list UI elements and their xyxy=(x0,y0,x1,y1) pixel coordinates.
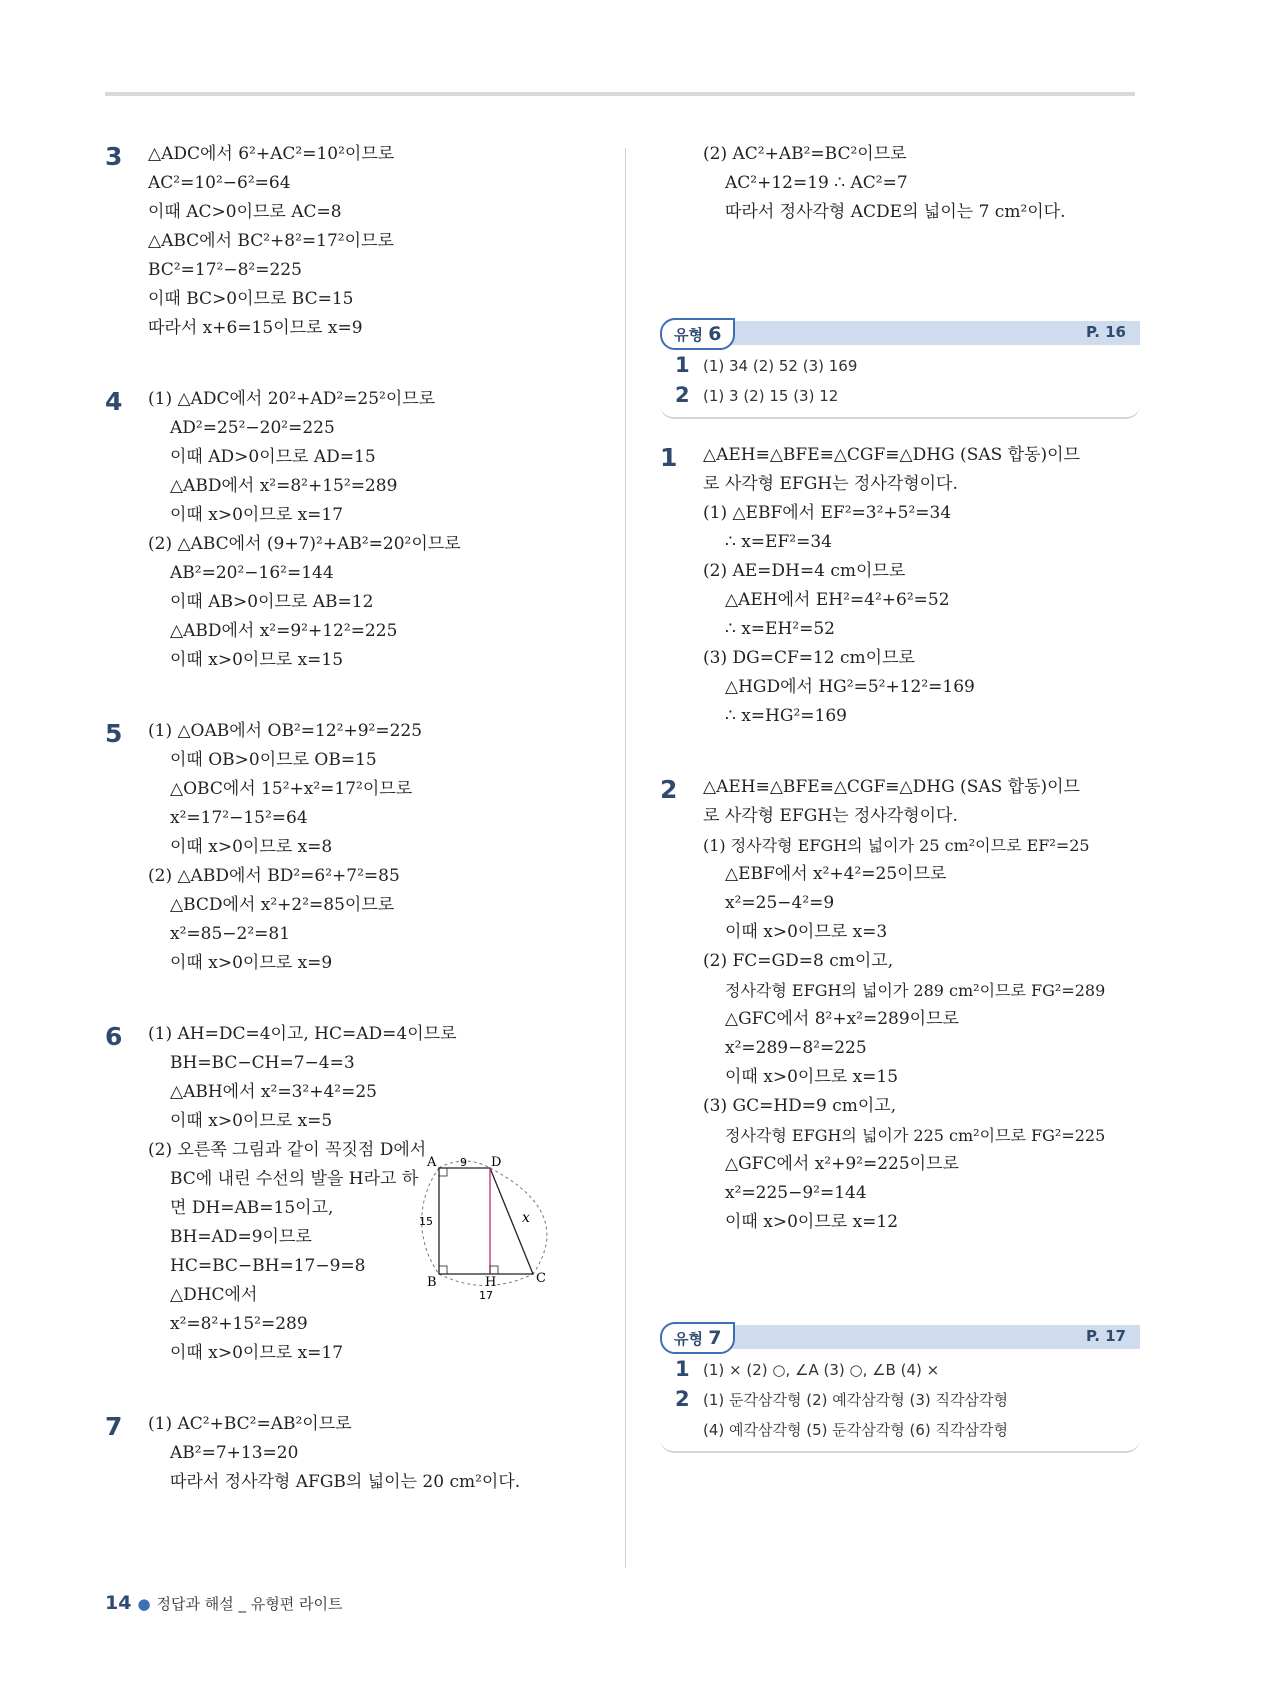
solution-line: x²=85−2²=81 xyxy=(170,924,291,944)
page-reference: P. 17 xyxy=(1085,1327,1126,1345)
solution-5 xyxy=(105,717,615,978)
solution-line: △AEH≡△BFE≡△CGF≡△DHG (SAS 합동)이므 xyxy=(703,445,1080,465)
solution-line: 따라서 정사각형 AFGB의 넓이는 20 cm²이다. xyxy=(170,1472,521,1492)
bullet-icon: ● xyxy=(137,1595,151,1613)
page-number: 14 xyxy=(105,1592,132,1614)
solution-line: 로 사각형 EFGH는 정사각형이다. xyxy=(703,474,958,494)
solution-line: 이때 x>0이므로 x=3 xyxy=(725,922,888,942)
solution-line: BC²=17²−8²=225 xyxy=(148,260,302,280)
solution-line: (3) GC=HD=9 cm이고, xyxy=(703,1096,897,1116)
length-bottom: 17 xyxy=(479,1289,493,1302)
solution-line: 이때 x>0이므로 x=15 xyxy=(725,1067,899,1087)
solution-6 xyxy=(105,1020,615,1368)
solution-line: 이때 x>0이므로 x=12 xyxy=(725,1212,899,1232)
label-B: B xyxy=(427,1275,437,1290)
solution-line: △HGD에서 HG²=5²+12²=169 xyxy=(725,677,975,697)
top-rule xyxy=(105,92,1135,96)
solution-line: 따라서 정사각형 ACDE의 넓이는 7 cm²이다. xyxy=(725,202,1066,222)
solution-line: △ADC에서 6²+AC²=10²이므로 xyxy=(148,144,395,164)
solution-line: 면 DH=AB=15이고, xyxy=(170,1198,334,1218)
solution-line: 로 사각형 EFGH는 정사각형이다. xyxy=(703,806,958,826)
solution-line: (2) △ABD에서 BD²=6²+7²=85 xyxy=(148,866,400,886)
answer-row: (4) 예각삼각형 (5) 둔각삼각형 (6) 직각삼각형 xyxy=(703,1421,1008,1439)
solution-line: △ABH에서 x²=3²+4²=25 xyxy=(170,1082,377,1102)
solution-line: △AEH에서 EH²=4²+6²=52 xyxy=(725,590,950,610)
solution-line: 정사각형 EFGH의 넓이가 289 cm²이므로 FG²=289 xyxy=(725,981,1106,1000)
solution-line: (2) FC=GD=8 cm이고, xyxy=(703,951,894,971)
solution-line: (1) 정사각형 EFGH의 넓이가 25 cm²이므로 EF²=25 xyxy=(703,836,1090,855)
solution-line: (2) AC²+AB²=BC²이므로 xyxy=(703,144,907,164)
solution-line: 이때 x>0이므로 x=5 xyxy=(170,1111,333,1131)
type-6-answer-box xyxy=(660,321,1140,419)
solution-line: 정사각형 EFGH의 넓이가 225 cm²이므로 FG²=225 xyxy=(725,1126,1106,1145)
solution-line: (1) AH=DC=4이고, HC=AD=4이므로 xyxy=(148,1024,457,1044)
solution-line: △DHC에서 xyxy=(170,1285,258,1305)
solution-line: x²=289−8²=225 xyxy=(725,1038,867,1058)
solution-line: △ABC에서 BC²+8²=17²이므로 xyxy=(148,231,394,251)
solution-line: x²=25−4²=9 xyxy=(725,893,835,913)
solution-line: △EBF에서 x²+4²=25이므로 xyxy=(725,864,947,884)
solution-line: 이때 AB>0이므로 AB=12 xyxy=(170,592,374,612)
type-6-header xyxy=(660,321,1140,345)
length-top: 9 xyxy=(460,1156,467,1169)
problem-number: 3 xyxy=(105,142,123,171)
label-A: A xyxy=(427,1155,437,1170)
solution-line: HC=BC−BH=17−9=8 xyxy=(170,1256,366,1276)
type-6-tag: 유형 6 xyxy=(660,318,735,350)
page-footer xyxy=(105,1592,343,1614)
left-column xyxy=(105,140,615,1497)
solution-line: △GFC에서 8²+x²=289이므로 xyxy=(725,1009,959,1029)
solution-line: △AEH≡△BFE≡△CGF≡△DHG (SAS 합동)이므 xyxy=(703,777,1080,797)
solution-line: 이때 x>0이므로 x=8 xyxy=(170,837,333,857)
solution-line: △GFC에서 x²+9²=225이므로 xyxy=(725,1154,959,1174)
problem-number: 7 xyxy=(105,1412,123,1441)
solution-line: △BCD에서 x²+2²=85이므로 xyxy=(170,895,395,915)
solution-line: AB²=7+13=20 xyxy=(170,1443,299,1463)
answer-row: 1 (1) 34 (2) 52 (3) 169 xyxy=(675,353,858,377)
solution-line: (3) DG=CF=12 cm이므로 xyxy=(703,648,915,668)
right-column xyxy=(660,140,1140,1453)
solution-line: x²=8²+15²=289 xyxy=(170,1314,308,1334)
solution-line: 이때 x>0이므로 x=17 xyxy=(170,1343,344,1363)
column-divider xyxy=(625,148,626,1568)
solution-line: (1) △OAB에서 OB²=12²+9²=225 xyxy=(148,721,423,741)
solution-line: △ABD에서 x²=9²+12²=225 xyxy=(170,621,398,641)
solution-3 xyxy=(105,140,615,343)
solution-line: (1) △EBF에서 EF²=3²+5²=34 xyxy=(703,503,952,523)
solution-line: 이때 AC>0이므로 AC=8 xyxy=(148,202,342,222)
type-7-tag: 유형 7 xyxy=(660,1322,735,1354)
label-C: C xyxy=(536,1271,546,1286)
type-6-solution-1 xyxy=(660,441,1140,731)
problem-number: 4 xyxy=(105,387,123,416)
solution-line: AB²=20²−16²=144 xyxy=(170,563,334,583)
solution-line: 이때 x>0이므로 x=17 xyxy=(170,505,344,525)
solution-line: x²=225−9²=144 xyxy=(725,1183,867,1203)
solution-line: ∴ x=EF²=34 xyxy=(725,532,832,552)
problem-number: 1 xyxy=(660,443,678,472)
solution-line: BH=AD=9이므로 xyxy=(170,1227,312,1247)
solution-line: ∴ x=EH²=52 xyxy=(725,619,835,639)
solution-line: AD²=25²−20²=225 xyxy=(170,418,335,438)
solution-line: (2) AE=DH=4 cm이므로 xyxy=(703,561,906,581)
answer-row: 1 (1) × (2) ○, ∠A (3) ○, ∠B (4) × xyxy=(675,1357,940,1381)
type-6-solution-2 xyxy=(660,773,1140,1237)
solution-7-continued xyxy=(660,140,1140,227)
problem-number: 5 xyxy=(105,719,123,748)
solution-line: (2) △ABC에서 (9+7)²+AB²=20²이므로 xyxy=(148,534,461,554)
solution-line: ∴ x=HG²=169 xyxy=(725,706,847,726)
type-7-header xyxy=(660,1325,1140,1349)
type-7-answer-box xyxy=(660,1325,1140,1453)
label-D: D xyxy=(491,1155,502,1170)
solution-line: BC에 내린 수선의 발을 H라고 하 xyxy=(170,1169,419,1189)
problem-number: 2 xyxy=(660,775,678,804)
solution-line: BH=BC−CH=7−4=3 xyxy=(170,1053,355,1073)
solution-7 xyxy=(105,1410,615,1497)
solution-line: AC²+12=19 ∴ AC²=7 xyxy=(725,173,908,193)
solution-line: 이때 AD>0이므로 AD=15 xyxy=(170,447,376,467)
solution-line: AC²=10²−6²=64 xyxy=(148,173,291,193)
solution-line: △OBC에서 15²+x²=17²이므로 xyxy=(170,779,413,799)
problem-number: 6 xyxy=(105,1022,123,1051)
solution-4 xyxy=(105,385,615,675)
length-left: 15 xyxy=(419,1215,433,1228)
solution-line: x²=17²−15²=64 xyxy=(170,808,308,828)
solution-line: (1) △ADC에서 20²+AD²=25²이므로 xyxy=(148,389,436,409)
solution-line: △ABD에서 x²=8²+15²=289 xyxy=(170,476,398,496)
solution-line: (2) 오른쪽 그림과 같이 꼭짓점 D에서 xyxy=(148,1140,427,1160)
solution-line: (1) AC²+BC²=AB²이므로 xyxy=(148,1414,352,1434)
solution-line: 이때 BC>0이므로 BC=15 xyxy=(148,289,354,309)
solution-line: 이때 OB>0이므로 OB=15 xyxy=(170,750,377,770)
answer-row: 2 (1) 둔각삼각형 (2) 예각삼각형 (3) 직각삼각형 xyxy=(675,1387,1008,1411)
solution-line: 이때 x>0이므로 x=9 xyxy=(170,953,333,973)
trapezoid-figure xyxy=(419,1152,585,1302)
solution-line: 따라서 x+6=15이므로 x=9 xyxy=(148,318,363,338)
label-x: x xyxy=(522,1210,530,1226)
page-reference: P. 16 xyxy=(1085,323,1126,341)
label-H: H xyxy=(485,1275,497,1290)
footer-title: 정답과 해설 _ 유형편 라이트 xyxy=(156,1595,343,1613)
solution-line: 이때 x>0이므로 x=15 xyxy=(170,650,344,670)
answer-row: 2 (1) 3 (2) 15 (3) 12 xyxy=(675,383,839,407)
